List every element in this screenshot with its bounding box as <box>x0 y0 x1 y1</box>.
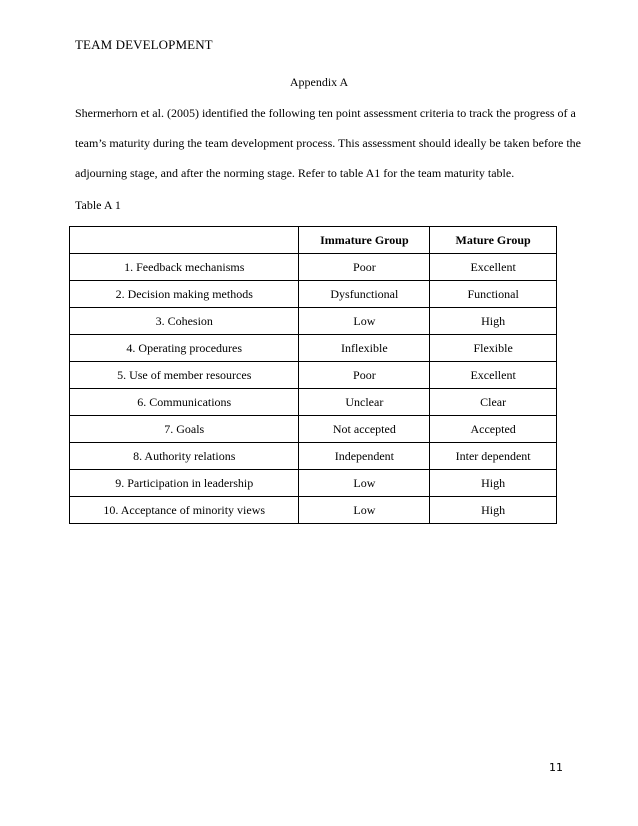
immature-cell: Independent <box>299 443 430 470</box>
criteria-cell: 7. Goals <box>70 416 299 443</box>
criteria-cell: 2. Decision making methods <box>70 281 299 308</box>
immature-cell: Unclear <box>299 389 430 416</box>
mature-cell: High <box>430 470 557 497</box>
table-row <box>70 389 557 416</box>
criteria-cell: 10. Acceptance of minority views <box>70 497 299 524</box>
table-row <box>70 443 557 470</box>
immature-cell: Not accepted <box>299 416 430 443</box>
mature-cell: High <box>430 497 557 524</box>
mature-cell: Excellent <box>430 254 557 281</box>
immature-cell: Low <box>299 470 430 497</box>
criteria-cell: 5. Use of member resources <box>70 362 299 389</box>
team-maturity-table <box>69 226 557 524</box>
mature-cell: Clear <box>430 389 557 416</box>
immature-cell: Inflexible <box>299 335 430 362</box>
page-number: 11 <box>549 761 563 774</box>
table-caption: Table A 1 <box>75 198 121 212</box>
mature-cell: High <box>430 308 557 335</box>
mature-cell: Inter dependent <box>430 443 557 470</box>
immature-cell: Low <box>299 308 430 335</box>
criteria-cell: 6. Communications <box>70 389 299 416</box>
table-row <box>70 281 557 308</box>
immature-cell: Low <box>299 497 430 524</box>
paragraph-line: team’s maturity during the team development process. This assessment should ideally be taken before the <box>75 136 581 150</box>
criteria-cell: 8. Authority relations <box>70 443 299 470</box>
header-mature-group: Mature Group <box>430 227 557 254</box>
immature-cell: Dysfunctional <box>299 281 430 308</box>
mature-cell: Functional <box>430 281 557 308</box>
table-row <box>70 362 557 389</box>
immature-cell: Poor <box>299 254 430 281</box>
running-head: TEAM DEVELOPMENT <box>75 37 213 52</box>
paragraph-line: Shermerhorn et al. (2005) identified the following ten point assessment criteria to track the progress of a <box>75 106 576 120</box>
table-row <box>70 254 557 281</box>
table-header-row <box>70 227 557 254</box>
mature-cell: Accepted <box>430 416 557 443</box>
table-row <box>70 335 557 362</box>
table-row <box>70 497 557 524</box>
header-immature-group: Immature Group <box>299 227 430 254</box>
mature-cell: Flexible <box>430 335 557 362</box>
mature-cell: Excellent <box>430 362 557 389</box>
criteria-cell: 4. Operating procedures <box>70 335 299 362</box>
table-row <box>70 416 557 443</box>
criteria-cell: 1. Feedback mechanisms <box>70 254 299 281</box>
criteria-cell: 3. Cohesion <box>70 308 299 335</box>
table-row <box>70 308 557 335</box>
paragraph-line: adjourning stage, and after the norming stage. Refer to table A1 for the team maturity table. <box>75 166 515 180</box>
appendix-title: Appendix A <box>289 75 349 89</box>
table-row <box>70 470 557 497</box>
immature-cell: Poor <box>299 362 430 389</box>
header-criteria <box>70 227 299 254</box>
criteria-cell: 9. Participation in leadership <box>70 470 299 497</box>
